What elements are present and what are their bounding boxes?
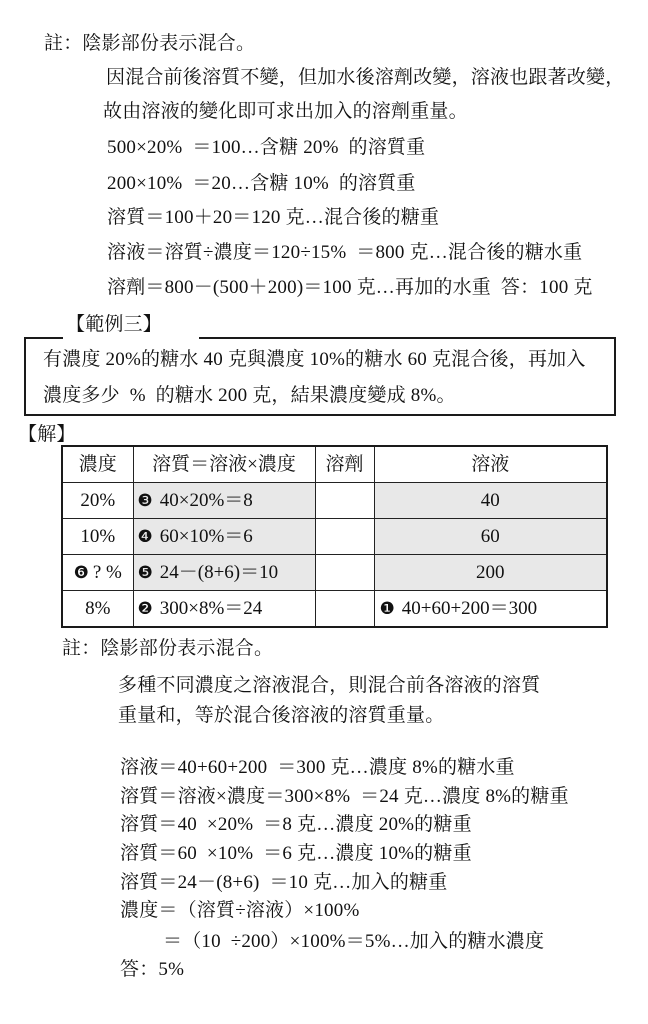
table-row — [62, 555, 607, 591]
cell-solution — [374, 483, 607, 519]
header-concentration: 濃度 — [62, 446, 133, 483]
cell-solvent — [315, 483, 374, 519]
step-4-marker-icon: ❹ — [137, 526, 153, 547]
cell-concentration — [62, 519, 133, 555]
header-solution: 溶液 — [374, 446, 607, 483]
step-line-6: 濃度＝（溶質÷溶液）×100% — [120, 900, 360, 921]
step-line-2: 溶質＝溶液×濃度＝300×8% ＝24 克…濃度 8%的糖重 — [120, 786, 569, 807]
calculation-line-3: 溶質＝100＋20＝120 克…混合後的糖重 — [107, 207, 440, 228]
concentration-value: ? % — [92, 561, 122, 583]
cell-solvent — [315, 519, 374, 555]
cell-concentration — [62, 555, 133, 591]
calculation-line-5: 溶劑＝800－(500＋200)＝100 克…再加的水重 答：100 克 — [107, 277, 593, 298]
shading-note-bottom: 註：陰影部份表示混合。 — [62, 638, 274, 659]
header-solute: 溶質＝溶液×濃度 — [133, 446, 315, 483]
shading-note-top: 註：陰影部份表示混合。 — [44, 33, 256, 54]
concentration-value: 8% — [85, 597, 111, 619]
solution-value: 200 — [476, 561, 505, 583]
calculation-line-2: 200×10% ＝20…含糖 10% 的溶質重 — [107, 173, 416, 194]
cell-solvent — [315, 591, 374, 628]
cell-concentration — [62, 591, 133, 628]
principle-line-2: 重量和，等於混合後溶液的溶質重量。 — [118, 705, 445, 726]
solution-table — [61, 445, 608, 628]
step-1-marker-icon: ❶ — [379, 598, 395, 619]
table-row — [62, 519, 607, 555]
explanation-line-1: 因混合前後溶質不變，但加水後溶劑改變，溶液也跟著改變， — [106, 67, 625, 88]
solution-value: 60 — [480, 525, 500, 547]
cell-solution — [374, 519, 607, 555]
table-row — [62, 483, 607, 519]
example-question-line-2: 濃度多少 % 的糖水 200 克，結果濃度變成 8%。 — [43, 385, 456, 406]
cell-solvent — [315, 555, 374, 591]
step-line-4: 溶質＝60 ×10% ＝6 克…濃度 10%的糖重 — [120, 843, 472, 864]
step-5-marker-icon: ❺ — [137, 562, 153, 583]
solute-value: 40×20%＝8 — [159, 489, 253, 511]
table-header-row — [62, 446, 607, 483]
step-line-7: ＝（10 ÷200）×100%＝5%…加入的糖水濃度 — [163, 931, 545, 952]
concentration-value: 20% — [80, 489, 116, 511]
calculation-line-4: 溶液＝溶質÷濃度＝120÷15% ＝800 克…混合後的糖水重 — [107, 242, 583, 263]
table-row — [62, 591, 607, 628]
explanation-line-2: 故由溶液的變化即可求出加入的溶劑重量。 — [103, 101, 468, 122]
cell-solute — [133, 519, 315, 555]
solute-value: 24－(8+6)＝10 — [159, 561, 279, 583]
example-question-line-1: 有濃度 20%的糖水 40 克與濃度 10%的糖水 60 克混合後，再加入 — [43, 349, 586, 370]
header-solvent: 溶劑 — [315, 446, 374, 483]
solution-value: 40 — [480, 489, 500, 511]
step-line-3: 溶質＝40 ×20% ＝8 克…濃度 20%的糖重 — [120, 814, 472, 835]
solute-value: 300×8%＝24 — [159, 597, 263, 619]
principle-line-1: 多種不同濃度之溶液混合，則混合前各溶液的溶質 — [118, 675, 541, 696]
concentration-value: 10% — [80, 525, 116, 547]
cell-solute — [133, 483, 315, 519]
cell-concentration — [62, 483, 133, 519]
example-title: 【範例三】 — [66, 314, 163, 335]
step-3-marker-icon: ❸ — [137, 490, 153, 511]
cell-solute — [133, 555, 315, 591]
final-answer: 答：5% — [120, 959, 185, 980]
cell-solute — [133, 591, 315, 628]
solute-value: 60×10%＝6 — [159, 525, 253, 547]
cell-solution — [374, 591, 607, 628]
solution-value: 40+60+200＝300 — [401, 597, 538, 619]
step-line-1: 溶液＝40+60+200 ＝300 克…濃度 8%的糖水重 — [120, 757, 515, 778]
step-2-marker-icon: ❷ — [137, 598, 153, 619]
calculation-line-1: 500×20% ＝100…含糖 20% 的溶質重 — [107, 137, 426, 158]
solution-label: 【解】 — [18, 424, 76, 445]
step-line-5: 溶質＝24－(8+6) ＝10 克…加入的糖重 — [120, 872, 448, 893]
cell-solution — [374, 555, 607, 591]
step-6-marker-icon: ❻ — [73, 562, 89, 583]
